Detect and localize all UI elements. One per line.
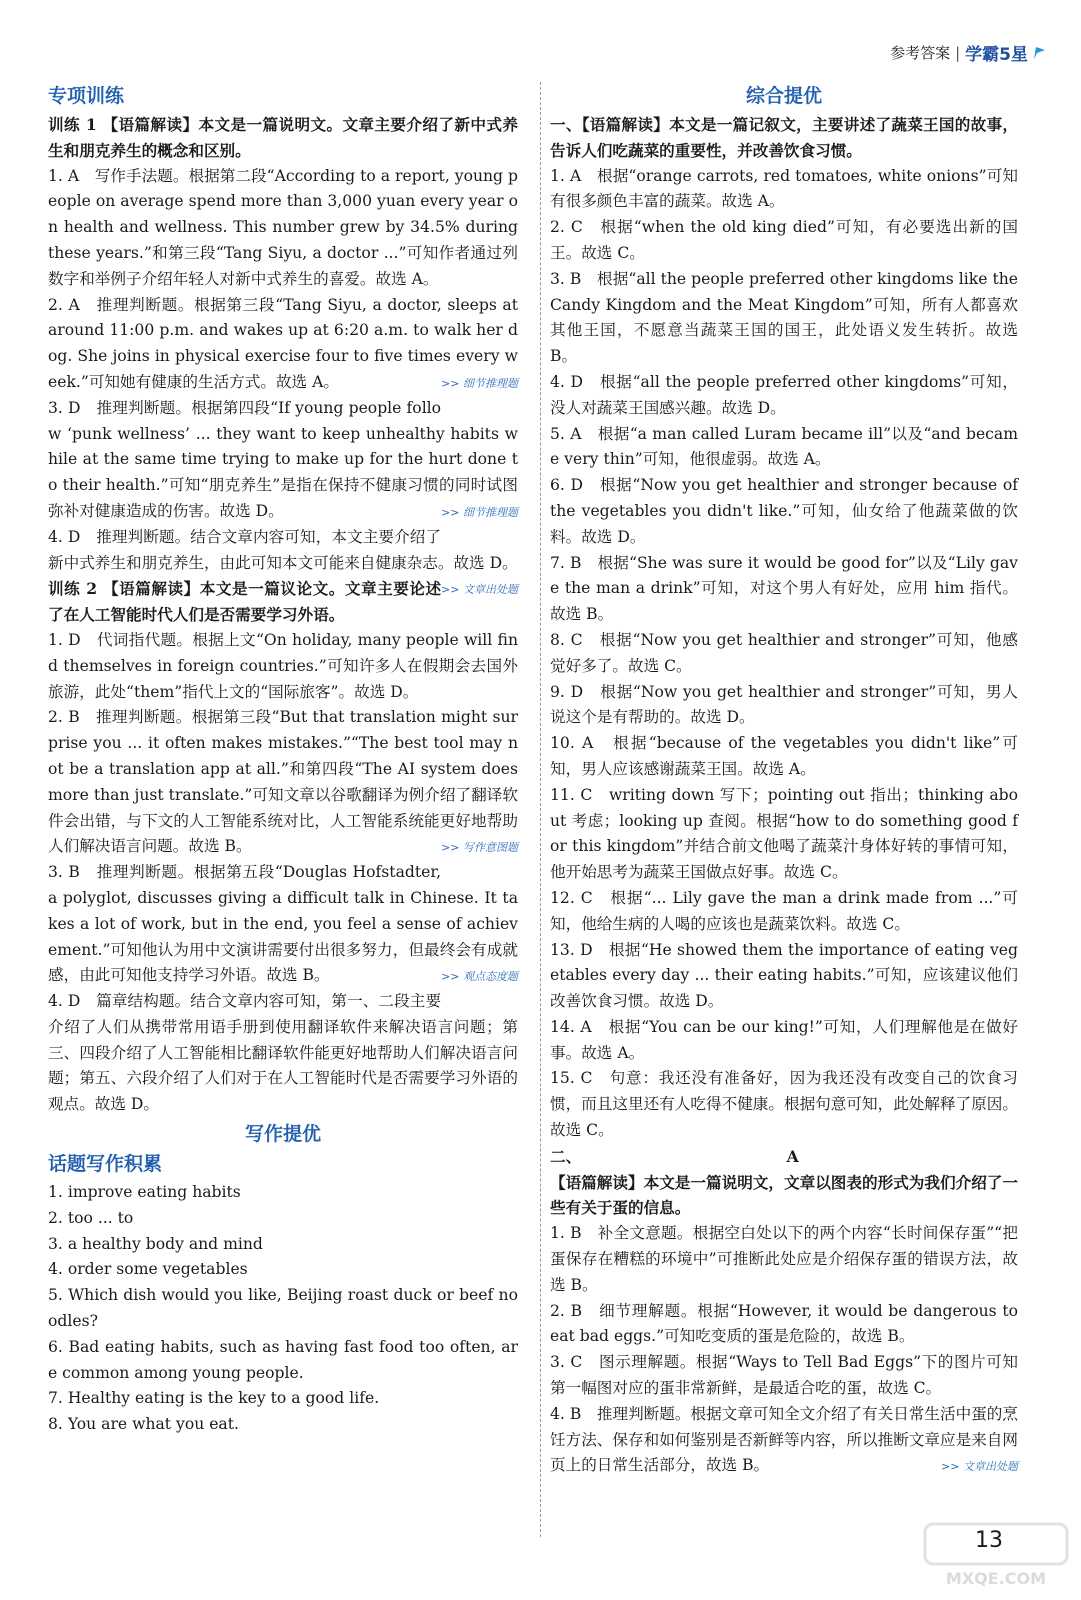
page-header [890, 40, 1047, 65]
answer-item [550, 680, 1018, 732]
part2-passage-letter: A [786, 1146, 799, 1166]
answer-text: 1. B 补全文意题。根据空白处以下的两个内容“长时间保存蛋”“把蛋保存在糟糕的环境中”可推断此处应是介绍保存蛋的错误方法，故选 B。 [550, 1224, 1018, 1294]
answer-text: 8. C 根据“Now you get healthier and stronger”可知，他感觉好多了。故选 C。 [550, 630, 1018, 675]
part2-intro: 【语篇解读】本文是一篇说明文，文章以图表的形式为我们介绍了一些有关于蛋的信息。 [550, 1172, 1018, 1218]
answer-text: 4. D 推理判断题。结合文章内容可知，本文主要介绍了新中式养生和朋克养生，由此可知本文可能来自健康杂志。故选 D。 [48, 527, 518, 572]
svg-text:MXQE.COM: MXQE.COM [945, 1569, 1047, 1588]
answer-text: 5. Which dish would you like, Beijing roast duck or beef noodles? [48, 1286, 518, 1331]
answer-text: 12. C 根据“... Lily gave the man a drink made from ...”可知，他给生病的人喝的应该也是蔬菜饮料。故选 C。 [550, 888, 1018, 933]
header-ref: 参考答案 [890, 44, 951, 62]
answer-item [48, 525, 518, 597]
answer-text: 6. Bad eating habits, such as having fast food too often, are common among young people. [48, 1337, 518, 1382]
answer-item [550, 473, 1018, 550]
answer-item [550, 938, 1018, 1015]
training2-answers [48, 628, 518, 1118]
answer-text: 15. C 句意：我还没有准备好，因为我还没有改变自己的饮食习惯，而且这里还有人吃得不健康。根据句意可知，此处解释了原因。故选 C。 [550, 1069, 1018, 1140]
training1-intro: 训练 1 【语篇解读】本文是一篇说明文。文章主要介绍了新中式养生和朋克养生的概念和区别。 [48, 115, 518, 160]
answer-item [48, 1206, 518, 1232]
answer-item [48, 1412, 518, 1438]
answer-text: 1. A 写作手法题。根据第二段“According to a report, young people on average spend more than 3,000 yuan every year on health and wellness. This number grew by 34.5% during these years.”和第三段“Tang Siyu, a doctor ...”可知作者通过列数字和举例子介绍年轻人对新中式养生的喜爱。故选 A。 [48, 166, 518, 288]
question-type-tag: >> 写作意图题 [441, 841, 518, 855]
section-title-writing: 写作提优 [244, 1123, 321, 1146]
answer-item [550, 1221, 1018, 1298]
answer-text: 10. A 根据“because of the vegetables you didn't like”可知，男人应该感谢蔬菜王国。故选 A。 [550, 734, 1018, 778]
answer-item [48, 164, 518, 293]
answer-item [550, 164, 1018, 216]
answer-item [48, 1386, 518, 1412]
answer-item [550, 422, 1018, 474]
answer-text: 7. B 根据“She was sure it would be good for”以及“Lily gave the man a drink”可知，对这个男人有好处，应用 him 指代。故选 B。 [550, 553, 1018, 624]
question-type-tag: >> 细节推理题 [441, 376, 518, 390]
answer-item [48, 1232, 518, 1258]
column-divider [540, 82, 541, 1537]
answer-item [48, 293, 518, 396]
answer-item [550, 1402, 1018, 1479]
training1-answers [48, 164, 518, 597]
writing-list [48, 1180, 518, 1438]
answer-item [550, 215, 1018, 267]
question-type-tag: >> 文章出处题 [441, 583, 518, 597]
part1-answers [550, 164, 1018, 1144]
answer-text: 3. a healthy body and mind [48, 1234, 263, 1253]
answer-text: 14. A 根据“You can be our king!”可知，人们理解他是在做好事。故选 A。 [550, 1017, 1018, 1062]
training2-intro: 训练 2 【语篇解读】本文是一篇议论文。文章主要论述了在人工智能时代人们是否需要学习外语。 [48, 579, 442, 625]
answer-text: 4. B 推理判断题。根据文章可知全文介绍了有关日常生活中蛋的烹饪方法、保存和如何鉴别是否新鲜等内容，所以推断文章应是来自网页上的日常生活部分，故选 B。 [550, 1404, 1018, 1475]
question-type-tag: >> 细节推理题 [441, 505, 518, 519]
part2-answers [550, 1221, 1018, 1479]
answer-item [48, 628, 518, 705]
answer-text: 2. B 细节理解题。根据“However, it would be dangerous to eat bad eggs.”可知吃变质的蛋是危险的，故选 B。 [550, 1301, 1018, 1346]
answer-item [550, 551, 1018, 628]
watermark-logo [921, 1520, 1071, 1590]
answer-text: 4. D 根据“all the people preferred other kingdoms”可知，没人对蔬菜王国感兴趣。故选 D。 [550, 372, 1018, 417]
part1-intro: 一、【语篇解读】本文是一篇记叙文，主要讲述了蔬菜王国的故事，告诉人们吃蔬菜的重要性，并改善饮食习惯。 [550, 115, 1018, 160]
answer-item [550, 1299, 1018, 1351]
answer-item [550, 886, 1018, 938]
right-column [550, 82, 1018, 1480]
answer-item [550, 731, 1018, 783]
answer-text: 13. D 根据“He showed them the importance of eating vegetables every day ... their eating habits.”可知，应该建议他们改善饮食习惯。故选 D。 [550, 940, 1018, 1011]
answer-text: 7. Healthy eating is the key to a good life. [48, 1389, 380, 1408]
answer-text: 4. D 篇章结构题。结合文章内容可知，第一、二段主要介绍了人们从携带常用语手册到使用翻译软件来解决语言问题；第三、四段介绍了人工智能相比翻译软件能更好地帮助人们解决语言问题；第五、六段介绍了人们对于在人工智能时代是否需要学习外语的观点。故选 D。 [48, 992, 518, 1114]
answer-item [550, 370, 1018, 422]
section-title-topic-writing: 话题写作积累 [48, 1153, 163, 1176]
section-title-special-training: 专项训练 [48, 85, 125, 107]
brand-logo: 学霸5星 [965, 45, 1028, 65]
header-separator: | [955, 43, 961, 62]
answer-text: 6. D 根据“Now you get healthier and stronger because of the vegetables you didn't like.”可知，仙女给了他蔬菜做的饮料。故选 D。 [550, 476, 1018, 546]
answer-item [550, 1066, 1018, 1143]
section-title-comprehensive: 综合提优 [745, 85, 822, 107]
answer-text: 11. C writing down 写下；pointing out 指出；thinking about 考虑；looking up 查阅。根据“how to do something good for this kingdom”并结合前文他喝了蔬菜汁身体好转的事情可知，他开始思考为蔬菜王国做点好事。故选 C。 [550, 785, 1018, 882]
answer-text: 1. D 代词指代题。根据上文“On holiday, many people will find themselves in foreign countries.”可知许多人在假期会去国外旅游，此处“them”指代上文的“国际旅客”。故选 D。 [48, 630, 518, 701]
answer-text: 2. B 推理判断题。根据第三段“But that translation might surprise you ... it often makes mistakes.”“The best tool may not be a translation app at all.”和第四段“The AI system does more than just translate.”可知文章以谷歌翻译为例介绍了翻译软件会出错，与下文的人工智能系统对比，人工智能系统能更好地帮助人们解决语言问题。故选 B。 [48, 708, 518, 856]
answer-text: 8. You are what you eat. [48, 1415, 239, 1434]
answer-item [48, 860, 518, 989]
brand-flag-icon [1031, 45, 1047, 61]
answer-item [48, 1283, 518, 1335]
answer-text: 2. too ... to [48, 1208, 134, 1227]
answer-text: 3. B 推理判断题。根据第五段“Douglas Hofstadter, a polyglot, discusses giving a difficult talk in Chinese. It takes a lot of work, but in the end, you feel a sense of achievement.”可知他认为用中文演讲需要付出很多努力，但最终会有成就感，由此可知他支持学习外语。故选 B。 [48, 863, 518, 985]
answer-item [550, 628, 1018, 680]
answer-text: 9. D 根据“Now you get healthier and stronger”可知，男人说这个是有帮助的。故选 D。 [550, 682, 1018, 727]
answer-item [48, 396, 518, 525]
answer-text: 1. improve eating habits [48, 1183, 241, 1202]
answer-item [48, 705, 518, 860]
answer-text: 3. C 图示理解题。根据“Ways to Tell Bad Eggs”下的图片可知第一幅图对应的蛋非常新鲜，是最适合吃的蛋，故选 C。 [550, 1353, 1018, 1398]
part2-label: 二、 [550, 1146, 582, 1166]
answer-text: 4. order some vegetables [48, 1260, 248, 1279]
answer-text: 5. A 根据“a man called Luram became ill”以及“and became very thin”可知，他很虚弱。故选 A。 [550, 424, 1018, 469]
answer-item [550, 1350, 1018, 1402]
answer-text: 2. A 推理判断题。根据第三段“Tang Siyu, a doctor, sleeps at around 11:00 p.m. and wakes up at 6:20 a.m. to walk her dog. She joins in physical exercise four to five times every week.”可知她有健康的生活方式。故选 A。 [48, 295, 518, 391]
answer-item [48, 989, 518, 1118]
answer-text: 3. D 推理判断题。根据第四段“If young people follow ‘punk wellness’ ... they want to keep unhealthy habits while at the same time trying to make up for the hurt done to their health.”可知“朋克养生”是指在保持不健康习惯的同时试图弥补对健康造成的伤害。故选 D。 [48, 398, 518, 520]
answer-item [48, 1335, 518, 1387]
answer-item [48, 1257, 518, 1283]
answer-item [48, 1180, 518, 1206]
answer-item [550, 783, 1018, 886]
answer-text: 3. B 根据“all the people preferred other kingdoms like the Candy Kingdom and the Meat Kingdom”可知，所有人都喜欢其他王国，不愿意当蔬菜王国的国王，此处语义发生转折。故选 B。 [550, 269, 1018, 366]
answer-item [550, 267, 1018, 370]
question-type-tag: >> 文章出处题 [941, 1460, 1018, 1474]
answer-text: 1. A 根据“orange carrots, red tomatoes, white onions”可知有很多颜色丰富的蔬菜。故选 A。 [550, 166, 1018, 211]
left-column [48, 82, 518, 1438]
question-type-tag: >> 观点态度题 [441, 970, 518, 984]
answer-text: 2. C 根据“when the old king died”可知，有必要选出新的国王。故选 C。 [550, 218, 1018, 262]
page-number: 13 [975, 1528, 1003, 1553]
answer-item [550, 1015, 1018, 1067]
part2-heading [550, 1144, 1018, 1170]
